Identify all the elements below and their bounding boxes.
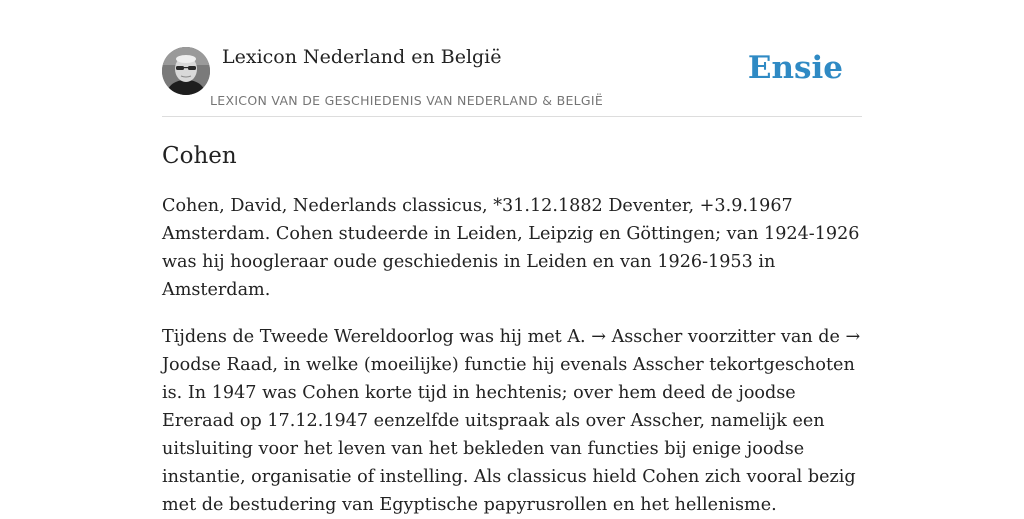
article-title: Cohen <box>162 143 237 169</box>
brand-logo[interactable]: Ensie <box>747 50 843 86</box>
site-subtitle: LEXICON VAN DE GESCHIEDENIS VAN NEDERLAND & BELGIË <box>210 93 604 108</box>
site-header <box>162 0 862 117</box>
page-container <box>162 0 862 519</box>
portrait-icon <box>162 47 210 95</box>
author-avatar[interactable] <box>162 47 210 95</box>
site-name[interactable]: Lexicon Nederland en België <box>222 46 502 68</box>
article-paragraph: Tijdens de Tweede Wereldoorlog was hij met A. → Asscher voorzitter van de → Joodse Raad, in welke (moeilijke) functie hij evenals Asscher tekortgeschoten is. In 1947 was Cohen korte tijd in hechtenis; over hem deed de joodse Ereraad op 17.12.1947 eenzelfde uitspraak als over Asscher, namelijk een uitsluiting voor het leven van het bekleden van functies bij enige joodse instantie, organisatie of instelling. Als classicus hield Cohen zich vooral bezig met de bestudering van Egyptische papyrusrollen en het hellenisme. <box>162 327 861 515</box>
article-paragraph: Cohen, David, Nederlands classicus, *31.12.1882 Deventer, +3.9.1967 Amsterdam. Cohen studeerde in Leiden, Leipzig en Göttingen; van 1924-1926 was hij hoogleraar oude geschiedenis in Leiden en van 1926-1953 in Amsterdam. <box>162 196 860 300</box>
